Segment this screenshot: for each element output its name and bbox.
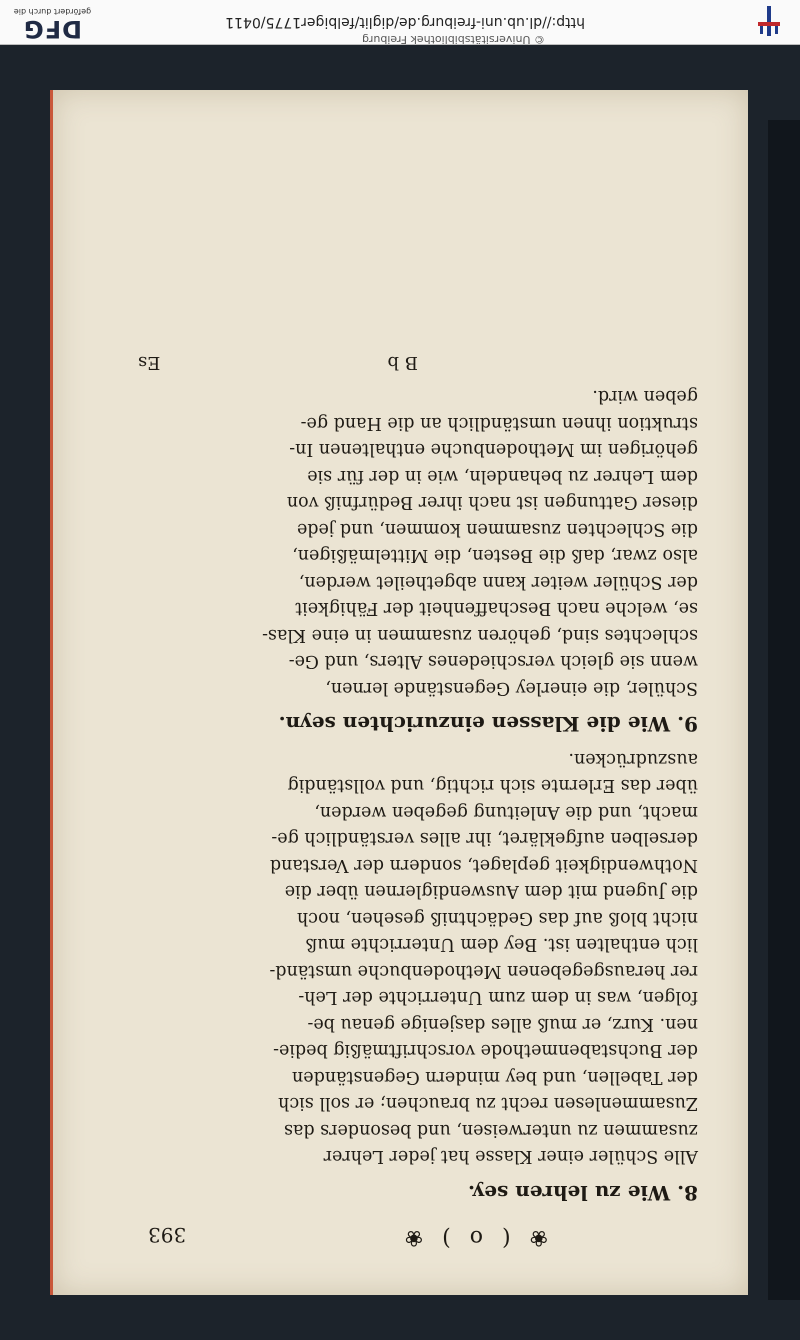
- text-section: [138, 746, 698, 1207]
- book-binding-background: [0, 45, 800, 1340]
- page-header-ornament: ❀ ( o ) ❀: [398, 1225, 548, 1250]
- book-page: [50, 90, 748, 1295]
- text-line: geben wird.: [592, 386, 698, 407]
- text-line: der Schüler weiter kann abgetheilet werden,: [298, 572, 698, 592]
- dfg-logo: [10, 7, 95, 42]
- text-line: nicht bloß auf das Gedächtniß gesehen, noch: [296, 908, 698, 928]
- page-text-block: [138, 345, 698, 1250]
- page-header: [138, 1214, 698, 1250]
- signature-mark: B b: [387, 352, 418, 373]
- text-line: der Buchstabenmethode vorschriftmäßig bedie-: [273, 1040, 698, 1061]
- section-paragraph: [138, 383, 698, 701]
- text-line: schlechtes sind, gehören zusammen in eine Klas-: [262, 625, 698, 645]
- text-line: struktion ihnen umständlich an die Hand ge-: [300, 413, 698, 433]
- university-logo-icon: [748, 4, 788, 38]
- text-line: wenn sie gleich verschiedenes Alters, und Ge-: [288, 651, 698, 672]
- text-line: zusammen zu unterweisen, und besonders das: [283, 1120, 698, 1140]
- text-line: gehörigen im Methodenbuche enthaltenen In-: [289, 439, 698, 460]
- text-line: dieser Gattungen ist nach ihrer Bedürfniß von: [286, 492, 698, 513]
- text-line: die Schlechten zusammen kommen, und jede: [296, 519, 698, 539]
- library-credit: © Universitätsbibliothek Freiburg: [362, 33, 545, 46]
- text-line: Alle Schüler einer Klasse hat jeder Lehrer: [323, 1146, 698, 1167]
- page-number: 393: [148, 1223, 187, 1247]
- text-line: se, welche nach Beschaffenheit der Fähigkeit: [295, 598, 698, 619]
- permalink-url[interactable]: http://dl.ub.uni-freiburg.de/diglit/felbiger1775/0411: [225, 14, 585, 30]
- viewer-banner: [0, 0, 800, 45]
- section-paragraph: [138, 746, 698, 1170]
- dfg-logo-text: DFG: [23, 15, 83, 43]
- text-line: über das Erlernte sich richtig, und vollständig: [287, 775, 698, 796]
- section-heading: 8. Wie zu lehren sey.: [468, 1181, 698, 1205]
- text-line: dem Lehrer zu behandeln, wie in der für sie: [307, 466, 698, 486]
- text-section: [138, 383, 698, 738]
- text-line: rer herausgegebenen Methodenbuche umständ-: [269, 961, 698, 981]
- page-footer: [138, 345, 698, 375]
- text-line: derselben aufgekläret, ihr alles verständlich ge-: [271, 828, 698, 849]
- cover-edge: [768, 120, 800, 1300]
- text-line: auszudrücken.: [568, 749, 698, 769]
- sections-container: [138, 383, 698, 1206]
- catchword: Es: [138, 352, 161, 373]
- text-line: folgen, was in dem zum Unterrichte der Leh-: [298, 987, 698, 1008]
- text-line: macht, und die Anleitung gegeben werden,: [314, 802, 698, 822]
- text-line: nen. Kurz, er muß alles dasjenige genau be-: [307, 1014, 698, 1034]
- dfg-tagline: gefördert durch die: [13, 7, 92, 16]
- text-line: die Jugend mit dem Auswendiglernen über die: [284, 881, 698, 902]
- text-line: also zwar, daß die Besten, die Mittelmäßigen,: [292, 545, 698, 566]
- text-line: lich enthalten ist. Bey dem Unterrichte muß: [305, 934, 698, 955]
- section-heading: 9. Wie die Klassen einzurichten seyn.: [278, 712, 698, 737]
- text-line: Zusammenlesen recht zu brauchen; er soll sich: [278, 1093, 698, 1114]
- text-line: der Tabellen, und bey mindern Gegenständen: [292, 1067, 698, 1087]
- text-line: Nothwendigkeit geplaget, sondern der Verstand: [269, 855, 698, 875]
- text-line: Schüler, die einerley Gegenstände lernen,: [325, 678, 698, 698]
